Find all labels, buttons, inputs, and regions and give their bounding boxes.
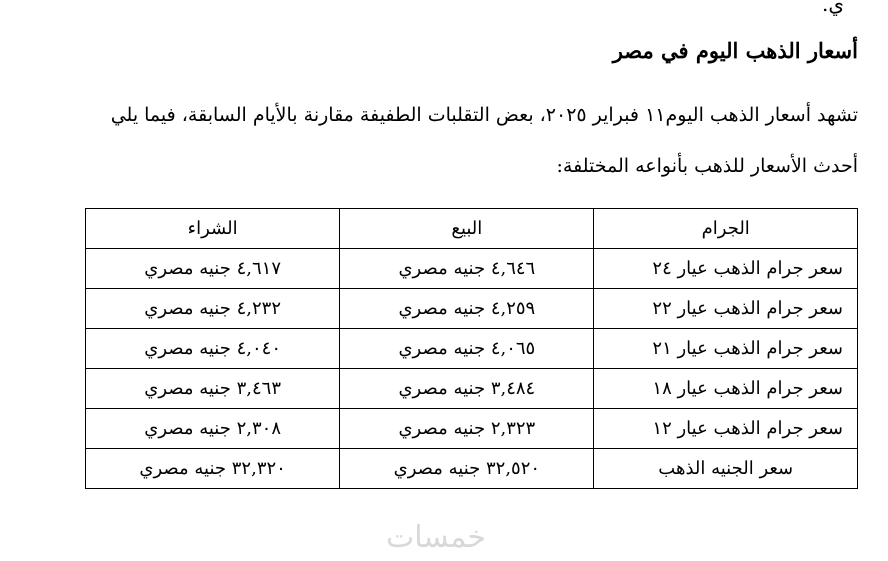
table-row: [86, 289, 858, 329]
table-row: [86, 369, 858, 409]
row-sell-cell: ٤,٦٤٦ جنيه مصري: [340, 249, 594, 289]
table-header-row: [86, 209, 858, 249]
row-buy-cell: ٤,٠٤٠ جنيه مصري: [86, 329, 340, 369]
gold-prices-table: [85, 208, 858, 489]
row-buy-cell: ٤,٢٣٢ جنيه مصري: [86, 289, 340, 329]
row-name-cell: سعر الجنيه الذهب: [594, 449, 858, 489]
header-buy: الشراء: [86, 209, 340, 249]
row-sell-cell: ٣٢,٥٢٠ جنيه مصري: [340, 449, 594, 489]
row-name-cell: سعر جرام الذهب عيار ٢٢: [594, 289, 858, 329]
row-name-cell: سعر جرام الذهب عيار ٢٤: [594, 249, 858, 289]
intro-paragraph-line-2: أحدث الأسعار للذهب بأنواعه المختلفة:: [556, 155, 858, 177]
row-name-cell: سعر جرام الذهب عيار ١٨: [594, 369, 858, 409]
khamsat-watermark: خمسات: [386, 520, 487, 555]
header-gram: الجرام: [594, 209, 858, 249]
row-buy-cell: ٤,٦١٧ جنيه مصري: [86, 249, 340, 289]
row-buy-cell: ٢,٣٠٨ جنيه مصري: [86, 409, 340, 449]
cut-off-text-fragment: ي.: [821, 0, 844, 16]
page-heading: أسعار الذهب اليوم في مصر: [612, 38, 858, 63]
row-name-cell: سعر جرام الذهب عيار ٢١: [594, 329, 858, 369]
table-row: [86, 329, 858, 369]
row-sell-cell: ٤,٢٥٩ جنيه مصري: [340, 289, 594, 329]
row-sell-cell: ٤,٠٦٥ جنيه مصري: [340, 329, 594, 369]
row-buy-cell: ٣٢,٣٢٠ جنيه مصري: [86, 449, 340, 489]
table-row: [86, 449, 858, 489]
row-name-cell: سعر جرام الذهب عيار ١٢: [594, 409, 858, 449]
row-sell-cell: ٣,٤٨٤ جنيه مصري: [340, 369, 594, 409]
intro-paragraph-line-1: تشهد أسعار الذهب اليوم١١ فبراير ٢٠٢٥، بعض التقلبات الطفيفة مقارنة بالأيام السابقة، فيما يلي: [110, 104, 858, 126]
table-row: [86, 409, 858, 449]
row-sell-cell: ٢,٣٢٣ جنيه مصري: [340, 409, 594, 449]
table-row: [86, 249, 858, 289]
row-buy-cell: ٣,٤٦٣ جنيه مصري: [86, 369, 340, 409]
header-sell: البيع: [340, 209, 594, 249]
